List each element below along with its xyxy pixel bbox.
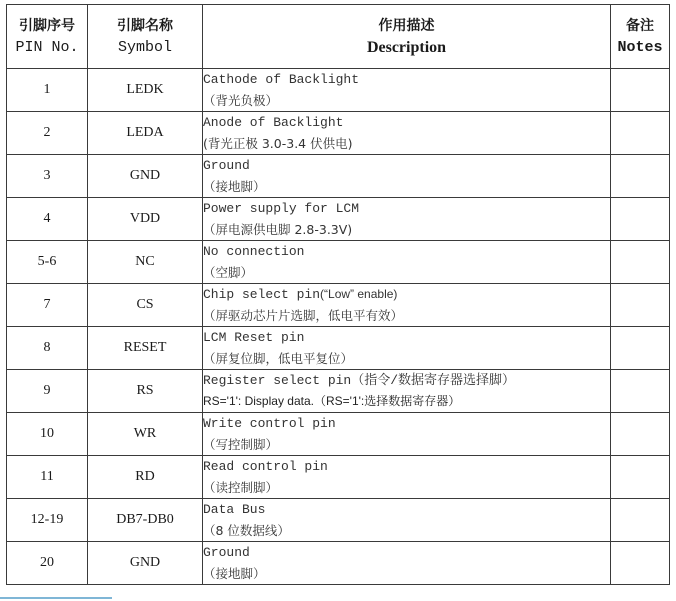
notes-cell	[611, 327, 670, 370]
pin-number-cell: 2	[7, 112, 88, 155]
pin-number-cell: 9	[7, 370, 88, 413]
description-zh: （8 位数据线）	[203, 523, 290, 538]
header-description-zh: 作用描述	[378, 17, 435, 34]
header-pin-en: PIN No.	[15, 38, 79, 56]
description-en-main: Write control pin	[203, 416, 336, 431]
pin-number-cell: 5-6	[7, 241, 88, 284]
description-en	[203, 456, 610, 477]
description-en	[203, 499, 610, 520]
table-row	[7, 542, 670, 585]
header-row	[7, 5, 670, 69]
header-symbol	[88, 5, 203, 69]
symbol-cell: DB7-DB0	[88, 499, 203, 542]
description-zh: （屏驱动芯片片选脚，低电平有效）	[203, 308, 404, 323]
symbol-cell: RD	[88, 456, 203, 499]
pin-number-cell: 8	[7, 327, 88, 370]
description-cell	[203, 327, 611, 370]
notes-cell	[611, 284, 670, 327]
table-row	[7, 327, 670, 370]
description-en-main: Anode of Backlight	[203, 115, 344, 130]
description-en	[203, 198, 610, 219]
description-cell	[203, 198, 611, 241]
table-row	[7, 198, 670, 241]
header-notes-zh: 备注	[626, 17, 654, 34]
table-row	[7, 155, 670, 198]
description-cell	[203, 155, 611, 198]
notes-cell	[611, 456, 670, 499]
header-notes	[611, 5, 670, 69]
notes-cell	[611, 413, 670, 456]
notes-cell	[611, 112, 670, 155]
description-en	[203, 413, 610, 434]
pin-number-cell: 1	[7, 69, 88, 112]
description-zh: RS='1': Display data.（RS='1':选择数据寄存器）	[203, 394, 461, 408]
description-en	[203, 155, 610, 176]
symbol-cell: NC	[88, 241, 203, 284]
description-en-main: Ground	[203, 158, 250, 173]
table-row	[7, 112, 670, 155]
description-en-extra: (“Low” enable)	[320, 287, 398, 301]
symbol-cell: LEDK	[88, 69, 203, 112]
table-row	[7, 284, 670, 327]
description-zh: (背光正极 3.0-3.4 伏供电)	[203, 136, 353, 151]
description-cell	[203, 241, 611, 284]
notes-cell	[611, 542, 670, 585]
symbol-cell: VDD	[88, 198, 203, 241]
description-zh: （背光负极）	[203, 93, 279, 108]
notes-cell	[611, 155, 670, 198]
table-row	[7, 370, 670, 413]
pin-definition-table	[6, 4, 670, 585]
description-en-main: Ground	[203, 545, 250, 560]
description-en	[203, 241, 610, 262]
description-cell	[203, 284, 611, 327]
description-cell	[203, 499, 611, 542]
pin-number-cell: 10	[7, 413, 88, 456]
description-en-main: Read control pin	[203, 459, 328, 474]
description-zh: （接地脚）	[203, 179, 266, 194]
symbol-cell: RESET	[88, 327, 203, 370]
description-zh: （读控制脚）	[203, 480, 279, 495]
description-en	[203, 542, 610, 563]
symbol-cell: GND	[88, 155, 203, 198]
description-zh: （屏复位脚，低电平复位）	[203, 351, 354, 366]
table-row	[7, 456, 670, 499]
table-row	[7, 499, 670, 542]
pin-number-cell: 3	[7, 155, 88, 198]
description-en	[203, 112, 610, 133]
description-en	[203, 370, 610, 391]
header-description-en: Description	[366, 38, 447, 56]
description-en	[203, 327, 610, 348]
description-en-main: Chip select pin	[203, 287, 321, 302]
description-cell	[203, 542, 611, 585]
description-en	[203, 284, 610, 305]
description-zh: （接地脚）	[203, 566, 266, 581]
notes-cell	[611, 198, 670, 241]
header-symbol-zh: 引脚名称	[117, 17, 173, 34]
header-pin-zh: 引脚序号	[19, 17, 75, 34]
pin-number-cell: 11	[7, 456, 88, 499]
notes-cell	[611, 499, 670, 542]
table-row	[7, 413, 670, 456]
symbol-cell: WR	[88, 413, 203, 456]
header-description	[203, 5, 611, 69]
description-cell	[203, 69, 611, 112]
description-en-main: Data Bus	[203, 502, 266, 517]
symbol-cell: CS	[88, 284, 203, 327]
notes-cell	[611, 370, 670, 413]
description-zh: （写控制脚）	[203, 437, 279, 452]
description-en-main: Cathode of Backlight	[203, 72, 360, 87]
table-row	[7, 69, 670, 112]
description-cell	[203, 370, 611, 413]
pin-number-cell: 7	[7, 284, 88, 327]
pin-number-cell: 20	[7, 542, 88, 585]
description-en-main: LCM Reset pin	[203, 330, 305, 345]
description-zh: （空脚）	[203, 265, 254, 280]
header-symbol-en: Symbol	[117, 38, 172, 56]
description-cell	[203, 413, 611, 456]
description-en-main: No connection	[203, 244, 305, 259]
description-en-main: Register select pin（指令/数据寄存器选择脚）	[203, 373, 516, 388]
notes-cell	[611, 69, 670, 112]
pin-number-cell: 12-19	[7, 499, 88, 542]
decorative-divider	[0, 597, 112, 599]
description-zh: （屏电源供电脚 2.8-3.3V)	[203, 222, 353, 237]
description-en	[203, 69, 610, 90]
symbol-cell: GND	[88, 542, 203, 585]
description-en-main: Power supply for LCM	[203, 201, 360, 216]
notes-cell	[611, 241, 670, 284]
pin-number-cell: 4	[7, 198, 88, 241]
header-pin-no	[7, 5, 88, 69]
description-cell	[203, 456, 611, 499]
header-notes-en: Notes	[617, 38, 663, 56]
symbol-cell: LEDA	[88, 112, 203, 155]
symbol-cell: RS	[88, 370, 203, 413]
table-row	[7, 241, 670, 284]
description-cell	[203, 112, 611, 155]
